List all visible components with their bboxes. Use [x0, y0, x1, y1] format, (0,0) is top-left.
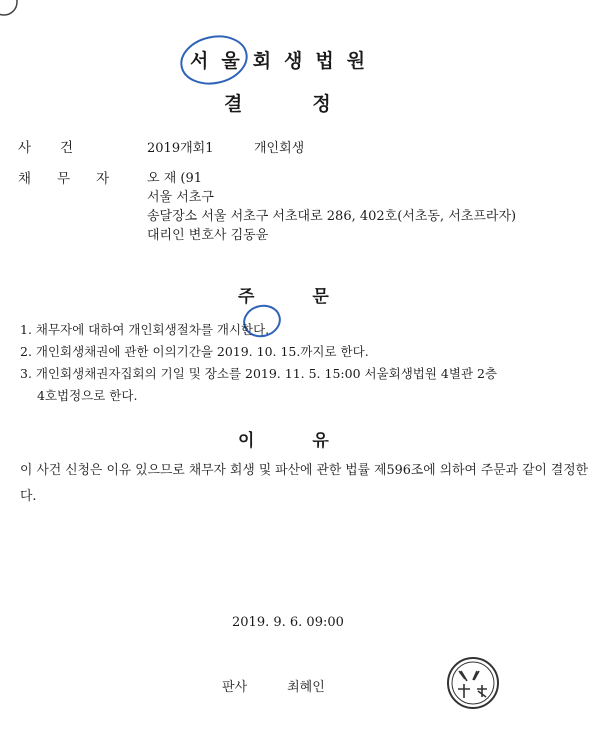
decision-datetime: 2019. 9. 6. 09:00 [232, 615, 344, 630]
judge-name: 최혜인 [287, 680, 325, 695]
case-number: 2019개회1 [147, 141, 214, 156]
court-name: 서울회생법원 [190, 50, 379, 72]
order-item-3-continued: 4호법정으로 한다. [37, 388, 138, 403]
reason-heading: 이유 [238, 431, 387, 451]
debtor-label: 채무자 [18, 171, 136, 187]
debtor-name: 오 재 (91 [147, 171, 202, 186]
debtor-address: 서울 서초구 [147, 190, 214, 205]
corner-emblem-icon [0, 0, 17, 15]
service-address: 송달장소 서울 서초구 서초대로 286, 402호(서초동, 서초프라자) [147, 209, 517, 224]
judge-seal-icon [445, 655, 501, 711]
order-heading: 주문 [238, 287, 387, 307]
judge-signature-line [222, 676, 325, 695]
legal-agent: 대리인 변호사 김동윤 [147, 228, 269, 243]
order-item-3: 3. 개인회생채권자집회의 기일 및 장소를 2019. 11. 5. 15:00 서울회생법원 4별관 2층 [20, 366, 498, 381]
order-item-2: 2. 개인회생채권에 관한 이의기간을 2019. 10. 15.까지로 한다. [20, 344, 369, 359]
reason-text: 이 사건 신청은 이유 있으므로 채무자 회생 및 파산에 관한 법률 제596조에 의하여 주문과 같이 결정한다. [20, 463, 588, 504]
case-label: 사건 [18, 140, 103, 156]
case-type: 개인회생 [254, 141, 305, 156]
document-title: 결정 [224, 93, 401, 115]
order-item-1: 1. 채무자에 대하여 개인회생절차를 개시한다. [20, 322, 270, 337]
judge-title: 판사 [222, 680, 248, 695]
